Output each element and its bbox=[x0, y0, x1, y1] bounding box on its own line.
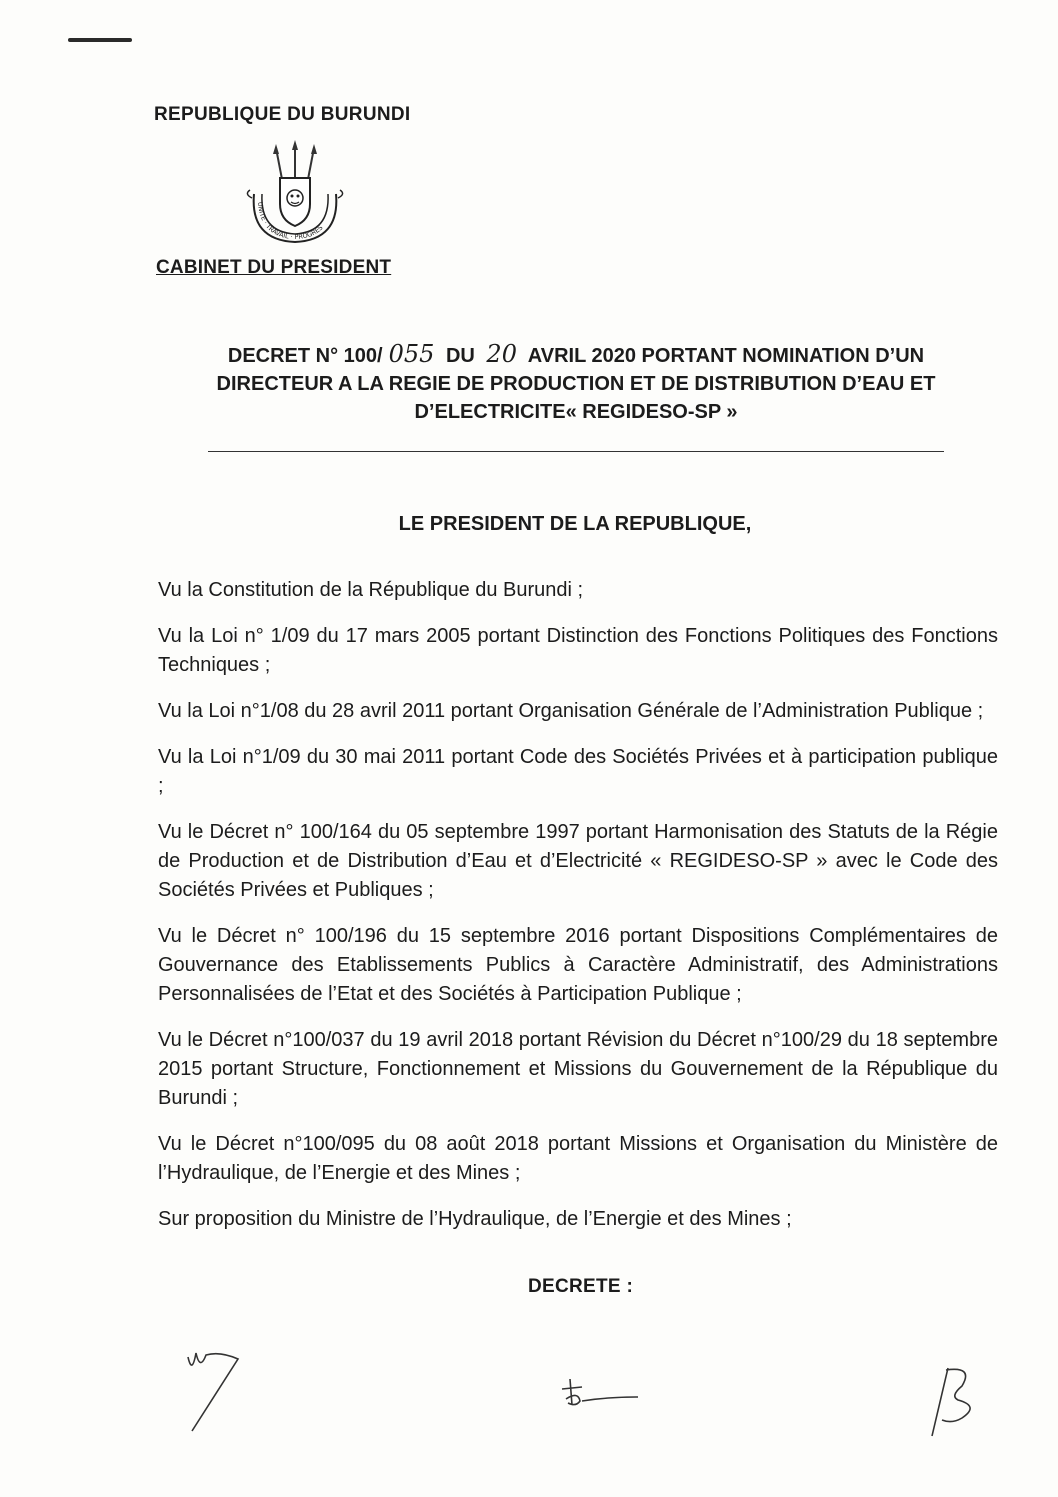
consideration: Vu la Loi n° 1/09 du 17 mars 2005 portant Distinction des Fonctions Politiques des Fonctions Techniques ; bbox=[158, 625, 998, 676]
decrete-heading: DECRETE : bbox=[528, 1276, 634, 1297]
president-heading: LE PRESIDENT DE LA REPUBLIQUE, bbox=[398, 513, 752, 535]
emblem-motto: UNITE · TRAVAIL · PROGRES bbox=[255, 201, 325, 242]
title-rest: AVRIL 2020 PORTANT NOMINATION D’UN bbox=[527, 345, 925, 367]
consideration: Vu la Loi n°1/09 du 30 mai 2011 portant Code des Sociétés Privées et à participation publique ; bbox=[158, 746, 998, 797]
title-line-2: DIRECTEUR A LA REGIE DE PRODUCTION ET DE DISTRIBUTION D’EAU ET bbox=[216, 373, 936, 395]
considerations-list bbox=[158, 576, 998, 1251]
decree-number: 055 bbox=[388, 340, 435, 368]
coat-of-arms-emblem bbox=[240, 140, 350, 250]
consideration: Vu le Décret n° 100/164 du 05 septembre 1997 portant Harmonisation des Statuts de la Régie de Production et de Distribution d’Eau et d’Electricité « REGIDESO-SP » avec le Code des Sociétés Privées et Publiques ; bbox=[158, 821, 998, 901]
proposition: Sur proposition du Ministre de l’Hydraulique, de l’Energie et des Mines ; bbox=[158, 1208, 792, 1230]
initial-mark-left bbox=[180, 1345, 250, 1435]
title-line-1 bbox=[160, 340, 992, 370]
consideration: Vu le Décret n°100/095 du 08 août 2018 portant Missions et Organisation du Ministère de l’Hydraulique, de l’Energie et des Mines ; bbox=[158, 1133, 998, 1184]
scan-mark bbox=[68, 38, 132, 42]
initial-mark-center bbox=[556, 1375, 646, 1415]
consideration: Vu le Décret n° 100/196 du 15 septembre 2016 portant Dispositions Complémentaires de Gouvernance des Etablissements Publics à Caractère Administratif, des Administrations Personnalisées de l’Etat et des Sociétés à Participation Publique ; bbox=[158, 925, 998, 1005]
initial-mark-right bbox=[922, 1362, 992, 1442]
title-divider bbox=[208, 451, 944, 452]
title-du: DU bbox=[445, 345, 475, 367]
decree-title bbox=[160, 340, 992, 426]
republic-heading: REPUBLIQUE DU BURUNDI bbox=[154, 104, 411, 125]
consideration: Vu la Constitution de la République du Burundi ; bbox=[158, 579, 584, 601]
title-prefix: DECRET N° 100/ bbox=[227, 345, 383, 367]
cabinet-heading: CABINET DU PRESIDENT bbox=[156, 257, 392, 278]
title-line-3: D’ELECTRICITE« REGIDESO-SP » bbox=[414, 401, 738, 423]
decree-day: 20 bbox=[486, 340, 517, 368]
consideration: Vu le Décret n°100/037 du 19 avril 2018 portant Révision du Décret n°100/29 du 18 septembre 2015 portant Structure, Fonctionnement et Missions du Gouvernement de la République du Burundi ; bbox=[158, 1029, 998, 1109]
consideration: Vu la Loi n°1/08 du 28 avril 2011 portant Organisation Générale de l’Administration Publique ; bbox=[158, 700, 984, 722]
